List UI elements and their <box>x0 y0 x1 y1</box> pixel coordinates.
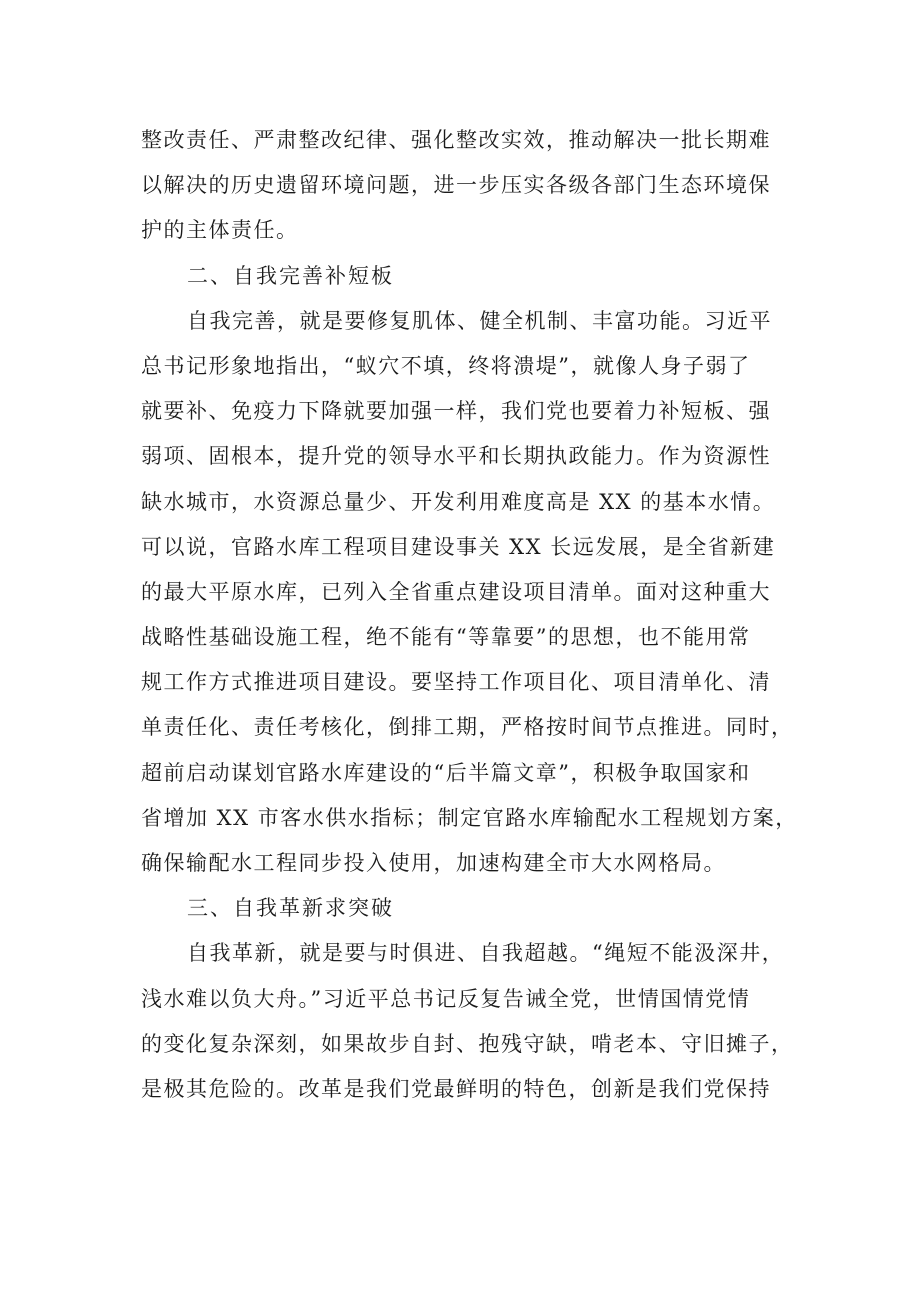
text-line-12: 战略性基础设施工程，绝不能有“等靠要”的思想，也不能用常 <box>141 625 751 650</box>
section-heading-2: 二、自我完善补短板 <box>187 263 394 288</box>
text-line-9: 缺水城市，水资源总量少、开发利用难度高是 XX 的基本水情。 <box>141 489 776 514</box>
text-line-1: 整改责任、严肃整改纪律、强化整改实效，推动解决一批长期难 <box>141 128 771 152</box>
section-heading-3: 三、自我革新求突破 <box>187 896 394 921</box>
text-line-8: 弱项、固根本，提升党的领导水平和长期执政能力。作为资源性 <box>141 444 771 469</box>
text-line-7: 就要补、免疫力下降就要加强一样，我们党也要着力补短板、强 <box>141 399 771 424</box>
text-line-5: 自我完善，就是要修复肌体、健全机制、丰富功能。习近平 <box>187 308 772 333</box>
text-line-10: 可以说，官路水库工程项目建设事关 XX 长远发展，是全省新建 <box>141 534 776 559</box>
text-line-17: 确保输配水工程同步投入使用，加速构建全市大水网格局。 <box>141 851 726 875</box>
text-line-13: 规工作方式推进项目建设。要坚持工作项目化、项目清单化、清 <box>141 670 771 695</box>
text-line-19: 自我革新，就是要与时俱进、自我超越。“绳短不能汲深井， <box>187 941 785 966</box>
text-line-11: 的最大平原水库，已列入全省重点建设项目清单。面对这种重大 <box>141 579 771 604</box>
document-page <box>141 118 798 1112</box>
text-line-6: 总书记形象地指出，“蚁穴不填，终将溃堤”，就像人身子弱了 <box>141 353 751 378</box>
text-line-2: 以解决的历史遗留环境问题，进一步压实各级各部门生态环境保 <box>141 173 771 198</box>
text-line-15: 超前启动谋划官路水库建设的“后半篇文章”，积极争取国家和 <box>141 760 751 785</box>
text-line-21: 的变化复杂深刻，如果故步自封、抱残守缺，啃老本、守旧摊子， <box>141 1031 794 1056</box>
text-line-3: 护的主体责任。 <box>141 218 299 243</box>
text-line-22: 是极其危险的。改革是我们党最鲜明的特色，创新是我们党保持 <box>141 1076 771 1101</box>
text-line-20: 浅水难以负大舟。”习近平总书记反复告诫全党，世情国情党情 <box>141 986 751 1011</box>
text-line-14: 单责任化、责任考核化，倒排工期，严格按时间节点推进。同时， <box>141 715 794 740</box>
text-line-16: 省增加 XX 市客水供水指标；制定官路水库输配水工程规划方案， <box>141 805 798 830</box>
